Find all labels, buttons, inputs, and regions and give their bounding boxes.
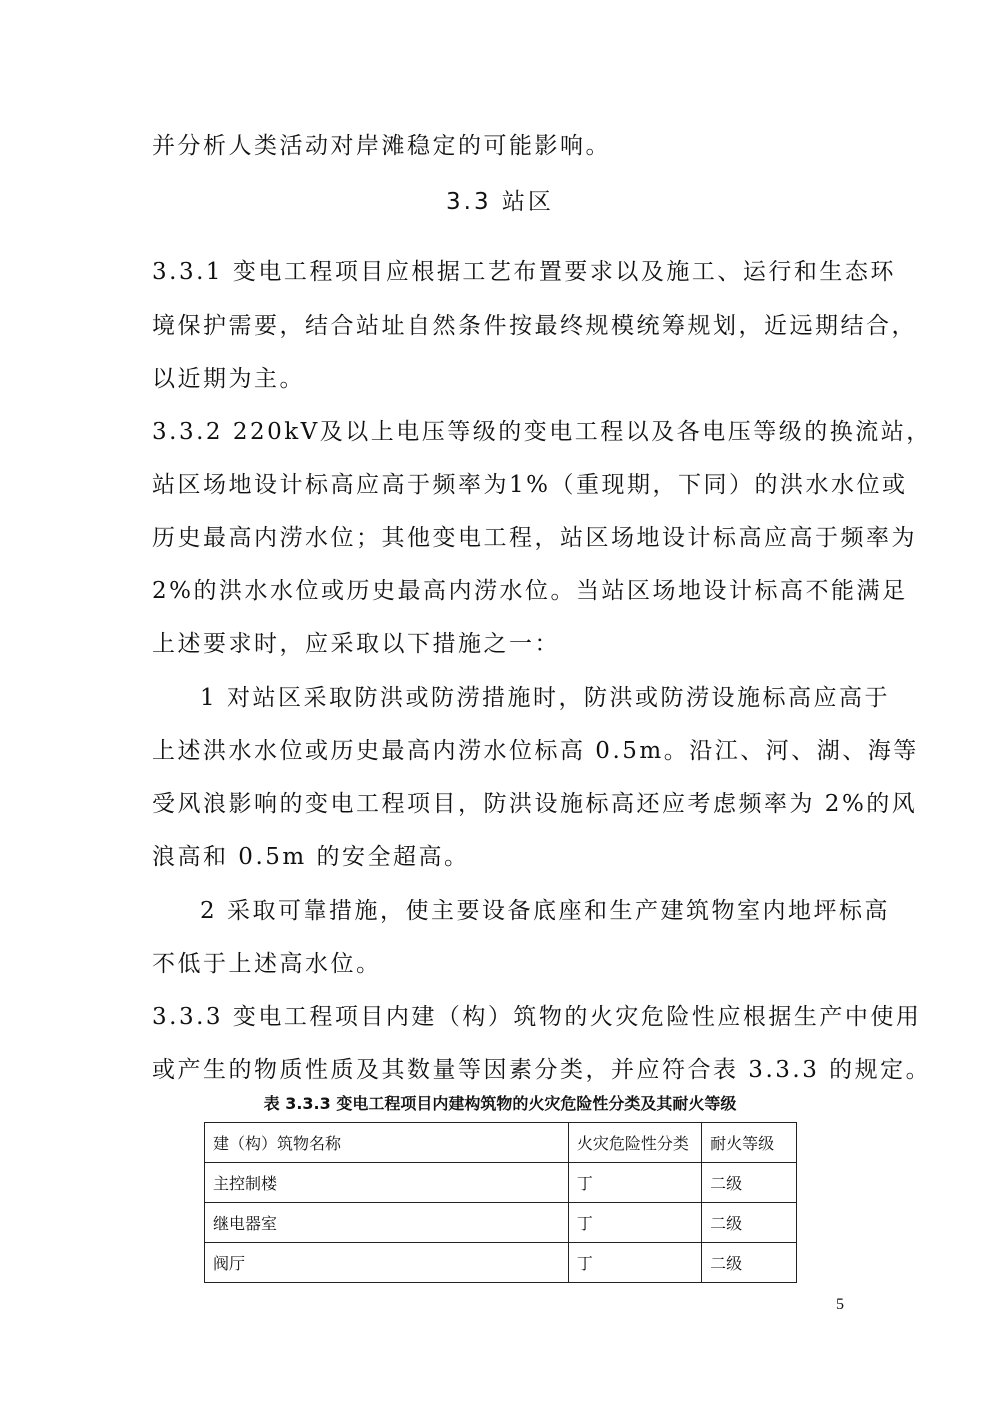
table-cell: 二级 [702, 1163, 797, 1203]
column-header-building: 建（构）筑物名称 [205, 1123, 569, 1163]
table-cell: 丁 [568, 1163, 701, 1203]
paragraph-line: 并分析人类活动对岸滩稳定的可能影响。 [152, 133, 611, 159]
paragraph-line: 上述洪水水位或历史最高内涝水位标高 0.5m。沿江、河、湖、海等 [152, 738, 919, 764]
paragraph-line: 受风浪影响的变电工程项目，防洪设施标高还应考虑频率为 2%的风 [152, 791, 918, 817]
paragraph-line: 浪高和 0.5m 的安全超高。 [152, 844, 470, 870]
paragraph-line: 3.3.3 变电工程项目内建（构）筑物的火灾危险性应根据生产中使用 [152, 1004, 922, 1030]
paragraph-line: 3.3.2 220kV及以上电压等级的变电工程以及各电压等级的换流站， [152, 419, 932, 445]
table-cell: 二级 [702, 1203, 797, 1243]
table-row [205, 1203, 797, 1243]
column-header-fire-rating: 耐火等级 [702, 1123, 797, 1163]
paragraph-line: 1 对站区采取防洪或防涝措施时，防洪或防涝设施标高应高于 [200, 685, 890, 711]
table-cell: 继电器室 [205, 1203, 569, 1243]
paragraph-line: 3.3.1 变电工程项目应根据工艺布置要求以及施工、运行和生态环 [152, 259, 896, 285]
table-row [205, 1243, 797, 1283]
table-cell: 丁 [568, 1243, 701, 1283]
table-cell: 阀厅 [205, 1243, 569, 1283]
table-row [205, 1163, 797, 1203]
paragraph-line: 境保护需要，结合站址自然条件按最终规模统筹规划，近远期结合， [152, 313, 917, 339]
paragraph-line: 2%的洪水水位或历史最高内涝水位。当站区场地设计标高不能满足 [152, 578, 908, 604]
paragraph-line: 不低于上述高水位。 [152, 951, 382, 977]
table-cell: 丁 [568, 1203, 701, 1243]
paragraph-line: 上述要求时，应采取以下措施之一： [152, 631, 560, 657]
section-heading: 3.3 站区 [446, 189, 554, 215]
page-number: 5 [836, 1296, 844, 1313]
paragraph-line: 2 采取可靠措施，使主要设备底座和生产建筑物室内地坪标高 [200, 898, 890, 924]
table-cell: 主控制楼 [205, 1163, 569, 1203]
paragraph-line: 站区场地设计标高应高于频率为1%（重现期，下同）的洪水水位或 [152, 472, 908, 498]
paragraph-line: 历史最高内涝水位；其他变电工程，站区场地设计标高应高于频率为 [152, 525, 917, 551]
column-header-hazard-class: 火灾危险性分类 [568, 1123, 701, 1163]
paragraph-line: 以近期为主。 [152, 366, 305, 392]
table-header-row [205, 1123, 797, 1163]
table-cell: 二级 [702, 1243, 797, 1283]
paragraph-line: 或产生的物质性质及其数量等因素分类，并应符合表 3.3.3 的规定。 [152, 1057, 932, 1083]
table-caption: 表 3.3.3 变电工程项目内建构筑物的火灾危险性分类及其耐火等级 [263, 1094, 737, 1113]
fire-hazard-table [204, 1122, 797, 1283]
